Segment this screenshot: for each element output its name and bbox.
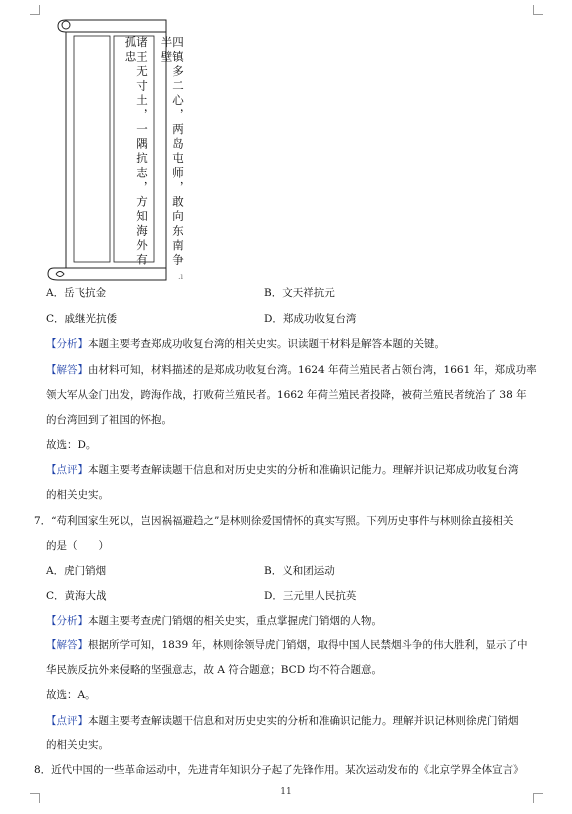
q7-choice: 故选：A。 [46, 689, 96, 701]
analysis-tag: 【分析】 [46, 338, 88, 350]
paragraph-mark: .ı [178, 272, 184, 281]
q7-analysis [46, 614, 382, 628]
page-number: 11 [280, 787, 292, 797]
q7-option-b: B．义和团运动 [264, 565, 335, 577]
comment-text: 本题主要考查解读题干信息和对历史史实的分析和准确识记能力。理解并识记郑成功收复台湾 [88, 464, 519, 476]
q6-comment-line-1 [46, 463, 519, 477]
comment-tag: 【点评】 [46, 715, 88, 727]
analysis-tag: 【分析】 [46, 615, 88, 627]
q6-answer-line-2: 领大军从金门出发，跨海作战，打败荷兰殖民者。1662 年荷兰殖民者投降，被荷兰殖民者统治了 38 年 [46, 389, 527, 401]
q7-answer-line-1 [46, 638, 528, 652]
q7-stem-line-2: 的是（ ） [46, 540, 109, 552]
q7-comment-line-2: 的相关史实。 [46, 739, 109, 751]
q7-option-a: A．虎门销烟 [46, 565, 107, 577]
q6-comment-line-2: 的相关史实。 [46, 489, 109, 501]
page-corner-mark [30, 5, 40, 15]
q8-stem-line-1: 8．近代中国的一些革命运动中，先进青年知识分子起了先锋作用。某次运动发布的《北京学界全体宣言》 [34, 764, 524, 776]
q7-option-c: C．黄海大战 [46, 590, 107, 602]
q7-stem-line-1: 7．“苟利国家生死以，岂因祸福避趋之”是林则徐爱国情怀的真实写照。下列历史事件与林则徐直接相关 [34, 515, 514, 527]
left-couplet-text: 诸王无寸土，一隅抗志，方知海外有孤忠 [123, 36, 149, 268]
q6-analysis [46, 337, 445, 351]
q7-comment-line-1 [46, 714, 519, 728]
right-couplet-text: 四镇多二心，两岛屯师，敢向东南争半壁 [159, 36, 185, 268]
answer-text: 由材料可知，材料描述的是郑成功收复台湾。1624 年荷兰殖民者占领台湾，1661 年，郑成功率 [88, 364, 537, 376]
answer-tag: 【解答】 [46, 364, 88, 376]
q7-option-d: D．三元里人民抗英 [264, 590, 357, 602]
q6-answer-line-1 [46, 363, 537, 377]
q6-option-c: C．戚继光抗倭 [46, 313, 118, 325]
couplet-scroll-image [44, 12, 184, 282]
q6-choice: 故选：D。 [46, 439, 97, 451]
analysis-text: 本题主要考查虎门销烟的相关史实，重点掌握虎门销烟的人物。 [88, 615, 382, 627]
q6-option-d: D．郑成功收复台湾 [264, 313, 357, 325]
answer-tag: 【解答】 [46, 639, 88, 651]
q6-answer-line-3: 的台湾回到了祖国的怀抱。 [46, 414, 172, 426]
page-corner-mark [533, 5, 543, 15]
comment-text: 本题主要考查解读题干信息和对历史史实的分析和准确识记能力。理解并识记林则徐虎门销烟 [88, 715, 519, 727]
analysis-text: 本题主要考查郑成功收复台湾的相关史实。识读题干材料是解答本题的关键。 [88, 338, 445, 350]
answer-text: 根据所学可知，1839 年，林则徐领导虎门销烟，取得中国人民禁烟斗争的伟大胜利，显示了中 [88, 639, 528, 651]
q6-option-b: B．文天祥抗元 [264, 287, 335, 299]
q6-option-a: A．岳飞抗金 [46, 287, 107, 299]
comment-tag: 【点评】 [46, 464, 88, 476]
q7-answer-line-2: 华民族反抗外来侵略的坚强意志，故 A 符合题意；BCD 均不符合题意。 [46, 664, 382, 676]
